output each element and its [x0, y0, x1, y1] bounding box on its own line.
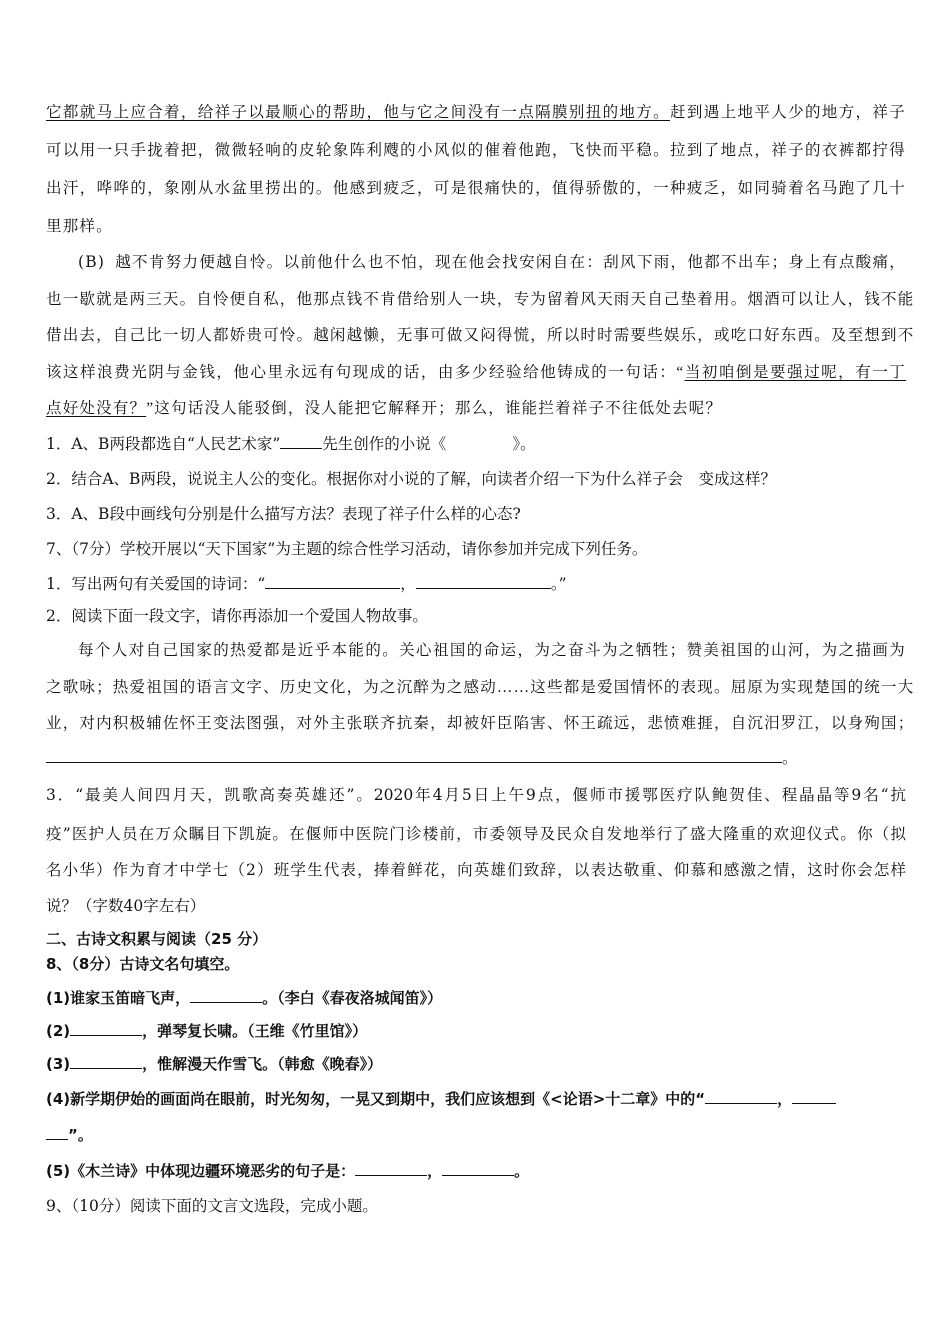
- q8-item-3: (3) ，惟解漫天作雪飞。（韩愈《晚春》）: [46, 1055, 383, 1073]
- passage-a-line-1: 它都就马上应合着，给祥子以最顺心的帮助，他与它之间没有一点隔膜别扭的地方。赶到遇上地平人少的地方，祥子: [46, 104, 906, 121]
- q8-item-4-cont: ”。: [46, 1124, 906, 1145]
- q7-sub1: 1．写出两句有关爱国的诗词：“ ， 。”: [46, 572, 906, 594]
- answer-blank[interactable]: [190, 987, 262, 1003]
- q7-sub3-line-3: 名小华）作为育才中学七（2）班学生代表，捧着鲜花，向英雄们致辞，以表达敬重、仰慕和感激之情，这时你会怎样: [46, 861, 906, 879]
- answer-blank-long[interactable]: [46, 747, 782, 764]
- passage-b-line-2: 也一歇就是两三天。自怜便自私，他那点钱不肯借给别人一块，专为留着风天雨天自己垫着用。烟酒可以让人，钱不能: [46, 291, 915, 308]
- answer-blank[interactable]: [705, 1088, 777, 1104]
- answer-blank[interactable]: [792, 1088, 836, 1104]
- q7-sub3-line-1: 3．“最美人间四月天，凯歌高奏英雄还”。2020年4月5日上午9点，偃师市援鄂医疗队鲍贺佳、程晶晶等9名“抗: [46, 786, 906, 804]
- q6-sub3: 3．A、B段中画线句分别是什么描写方法？表现了祥子什么样的心态?: [46, 505, 521, 523]
- q7-sub2: 2．阅读下面一段文字，请你再添加一个爱国人物故事。: [46, 607, 428, 625]
- q7-paragraph-line-4: 。: [46, 746, 906, 768]
- q7-paragraph-line-1: 每个人对自己国家的热爱都是近乎本能的。关心祖国的命运，为之奋斗为之牺牲；赞美祖国的山河，为之描画为: [78, 642, 906, 659]
- passage-b-line-1: (B) 越不肯努力便越自怜。以前他什么也不怕，现在他会找安闲自在：刮风下雨，他都不出车；身上有点酸痛，: [78, 253, 906, 271]
- underlined-sentence-b-start: 当初咱倒是要强过呢，有一丁: [684, 364, 906, 381]
- q7-paragraph-line-2: 之歌咏；热爱祖国的语言文字、历史文化，为之沉醉为之感动……这些都是爱国情怀的表现。屈原为实现楚国的统一大: [46, 679, 915, 696]
- q9-title: 9、（10分）阅读下面的文言文选段，完成小题。: [46, 1197, 378, 1215]
- q8-title: 8、（8分）古诗文名句填空。: [46, 955, 240, 973]
- q7-title: 7、（7分）学校开展以“天下国家”为主题的综合性学习活动，请你参加并完成下列任务。: [46, 540, 648, 558]
- q8-item-1: (1)谁家玉笛暗飞声， 。（李白《春夜洛城闻笛》）: [46, 989, 443, 1007]
- underlined-sentence-a: 它都就马上应合着，给祥子以最顺心的帮助，他与它之间没有一点隔膜别扭的地方。: [46, 104, 671, 121]
- passage-a-line-4: 里那样。: [46, 218, 113, 235]
- q7-sub3-line-2: 疫”医护人员在万众瞩目下凯旋。在偃师中医院门诊楼前，市委领导及民众自发地举行了盛大隆重的欢迎仪式。你（拟: [46, 825, 906, 843]
- answer-blank[interactable]: [70, 1053, 142, 1069]
- passage-b-label: (B): [78, 253, 106, 271]
- answer-blank[interactable]: [355, 1160, 427, 1176]
- answer-blank[interactable]: [46, 1124, 68, 1140]
- answer-blank[interactable]: [416, 573, 551, 590]
- q7-paragraph-line-3: 业，对内积极辅佐怀王变法图强，对外主张联齐抗秦，却被奸臣陷害、怀王疏远，悲愤难捱，自沉汨罗江，以身殉国；: [46, 715, 915, 732]
- passage-b-line-3: 借出去，自己比一切人都娇贵可怜。越闲越懒，无事可做又闷得慌，所以时时需要些娱乐，或吃口好东西。及至想到不: [46, 327, 915, 344]
- answer-blank[interactable]: [265, 573, 400, 590]
- q8-item-5: (5)《木兰诗》中体现边疆环境恶劣的句子是： ， 。: [46, 1162, 530, 1180]
- passage-a-line-2: 可以用一只手拢着把，微微轻响的皮轮象阵利飕的小风似的催着他跑，飞快而平稳。拉到了地点，祥子的衣裤都拧得: [46, 142, 906, 159]
- q6-sub1: 1．A、B两段都选自“人民艺术家” 先生创作的小说《 》。: [46, 432, 906, 454]
- section-2-heading: 二、古诗文积累与阅读（25 分）: [46, 930, 268, 948]
- q8-item-2: (2) ，弹琴复长啸。（王维《竹里馆》）: [46, 1022, 368, 1040]
- q8-item-4: (4)新学期伊始的画面尚在眼前，时光匆匆，一晃又到期中，我们应该想到《<论语>十二章》中的“ ，: [46, 1088, 906, 1109]
- answer-blank[interactable]: [280, 433, 322, 450]
- passage-a-line-3: 出汗，哗哗的，象刚从水盆里捞出的。他感到疲乏，可是很痛快的，值得骄傲的，一种疲乏，如同骑着名马跑了几十: [46, 180, 906, 197]
- underlined-sentence-b-end: 点好处没有？: [46, 400, 147, 417]
- passage-b-line-4: 该这样浪费光阴与金钱，他心里永远有句现成的话，由多少经验给他铸成的一句话：“当初咱倒是要强过呢，有一丁: [46, 364, 906, 381]
- answer-blank[interactable]: [70, 1020, 142, 1036]
- q7-sub3-line-4: 说？（字数40字左右）: [46, 897, 206, 915]
- q6-sub2: 2．结合A、B两段，说说主人公的变化。根据你对小说的了解，向读者介绍一下为什么祥子会 变成这样？: [46, 470, 776, 488]
- answer-blank[interactable]: [442, 1160, 514, 1176]
- passage-b-line-5: 点好处没有？”这句话没人能驳倒，没人能把它解释开；那么，谁能拦着祥子不往低处去呢？: [46, 400, 723, 417]
